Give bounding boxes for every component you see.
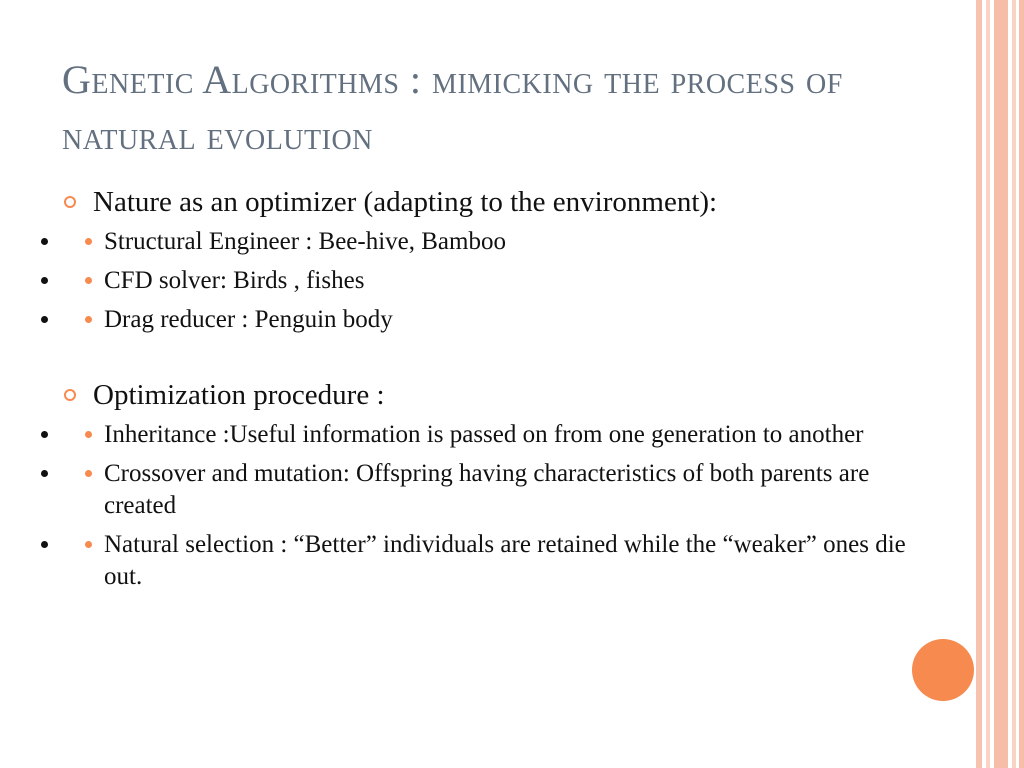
filled-circle-bullet-icon xyxy=(85,470,92,477)
slide-body xyxy=(62,184,942,600)
filled-circle-bullet-icon xyxy=(85,541,92,548)
hollow-circle-bullet-icon xyxy=(64,389,76,401)
section-heading-text: Nature as an optimizer (adapting to the environment): xyxy=(93,186,718,218)
section-spacer xyxy=(62,343,942,377)
filled-circle-bullet-icon xyxy=(85,431,92,438)
list-item xyxy=(62,458,942,522)
hollow-circle-bullet-icon xyxy=(64,196,76,208)
list-item xyxy=(62,226,942,258)
slide-title: Genetic Algorithms : mimicking the process of natural evolution xyxy=(62,57,843,158)
filled-circle-bullet-icon xyxy=(85,316,92,323)
list-item xyxy=(62,265,942,297)
section-heading xyxy=(62,184,942,220)
decorative-stripe xyxy=(986,0,990,768)
filled-circle-bullet-icon xyxy=(85,277,92,284)
list-item-text: Natural selection : “Better” individuals are retained while the “weaker” ones die out. xyxy=(104,531,906,590)
list-item xyxy=(62,419,942,451)
decorative-stripe xyxy=(976,0,982,768)
list-item-text: Structural Engineer : Bee-hive, Bamboo xyxy=(104,228,506,255)
bullet-list xyxy=(62,419,942,593)
list-item-text: Inheritance :Useful information is passed on from one generation to another xyxy=(104,421,864,448)
decorative-stripe xyxy=(994,0,1008,768)
list-item-text: CFD solver: Birds , fishes xyxy=(104,267,365,294)
accent-circle xyxy=(912,639,974,701)
list-item xyxy=(62,529,942,593)
section-heading xyxy=(62,377,942,413)
section-heading-text: Optimization procedure : xyxy=(93,379,385,411)
list-item xyxy=(62,304,942,336)
list-item-text: Crossover and mutation: Offspring having characteristics of both parents are created xyxy=(104,460,870,519)
bullet-list xyxy=(62,226,942,336)
decorative-stripe xyxy=(1019,0,1024,768)
filled-circle-bullet-icon xyxy=(85,238,92,245)
list-item-text: Drag reducer : Penguin body xyxy=(104,306,393,333)
decorative-stripe xyxy=(1012,0,1016,768)
